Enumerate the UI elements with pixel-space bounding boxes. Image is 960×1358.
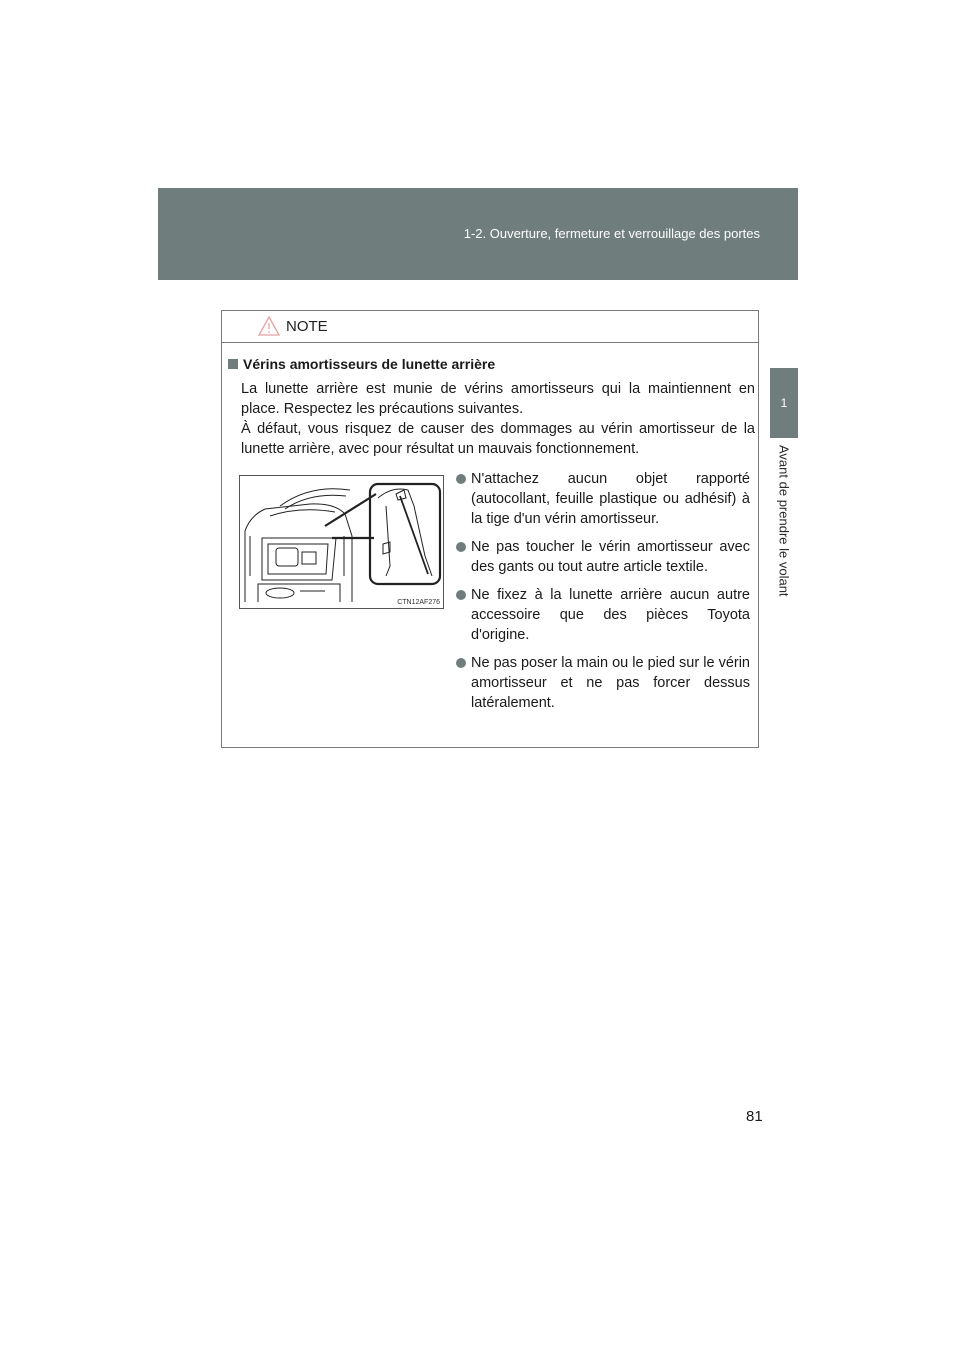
note-paragraph: À défaut, vous risquez de causer des dommages au vérin amortisseur de la lunette arrière, avec pour résultat un mauvais fonctionnement. [241,421,755,457]
note-label: NOTE [286,318,328,335]
round-bullet-icon [456,542,466,552]
chapter-header [158,188,798,280]
note-box [221,310,759,748]
list-item [453,469,750,529]
page-number: 81 [746,1108,763,1125]
round-bullet-icon [456,590,466,600]
list-item-text: Ne fixez à la lunette arrière aucun autre accessoire que des pièces Toyota d'origine. [471,587,750,643]
list-item-text: Ne pas toucher le vérin amortisseur avec des gants ou tout autre article textile. [471,539,750,575]
list-item [453,653,750,713]
round-bullet-icon [456,474,466,484]
tailgate-damper-illustration [239,475,444,609]
square-bullet-icon [228,359,238,369]
precaution-list [453,469,750,721]
figure-code: CTN12AF276 [397,599,440,606]
round-bullet-icon [456,658,466,668]
side-tab-label: Avant de prendre le volant [776,445,792,597]
chapter-title: 1-2. Ouverture, fermeture et verrouillage des portes [463,226,760,241]
car-rear-drawing [240,476,443,608]
list-item-text: N'attachez aucun objet rapporté (autocollant, feuille plastique ou adhésif) à la tige d'un vérin amortisseur. [471,471,750,527]
warning-triangle-icon [258,316,280,336]
note-header [222,311,758,343]
section-title-text: Vérins amortisseurs de lunette arrière [243,356,496,372]
side-tab-number [770,368,798,438]
list-item [453,585,750,645]
note-body [241,379,755,459]
list-item [453,537,750,577]
chapter-number: 1 [780,396,788,410]
section-title [228,356,495,372]
list-item-text: Ne pas poser la main ou le pied sur le vérin amortisseur et ne pas forcer dessus latéralement. [471,655,750,711]
note-paragraph: La lunette arrière est munie de vérins amortisseurs qui la maintiennent en place. Respectez les précautions suivantes. [241,381,755,417]
